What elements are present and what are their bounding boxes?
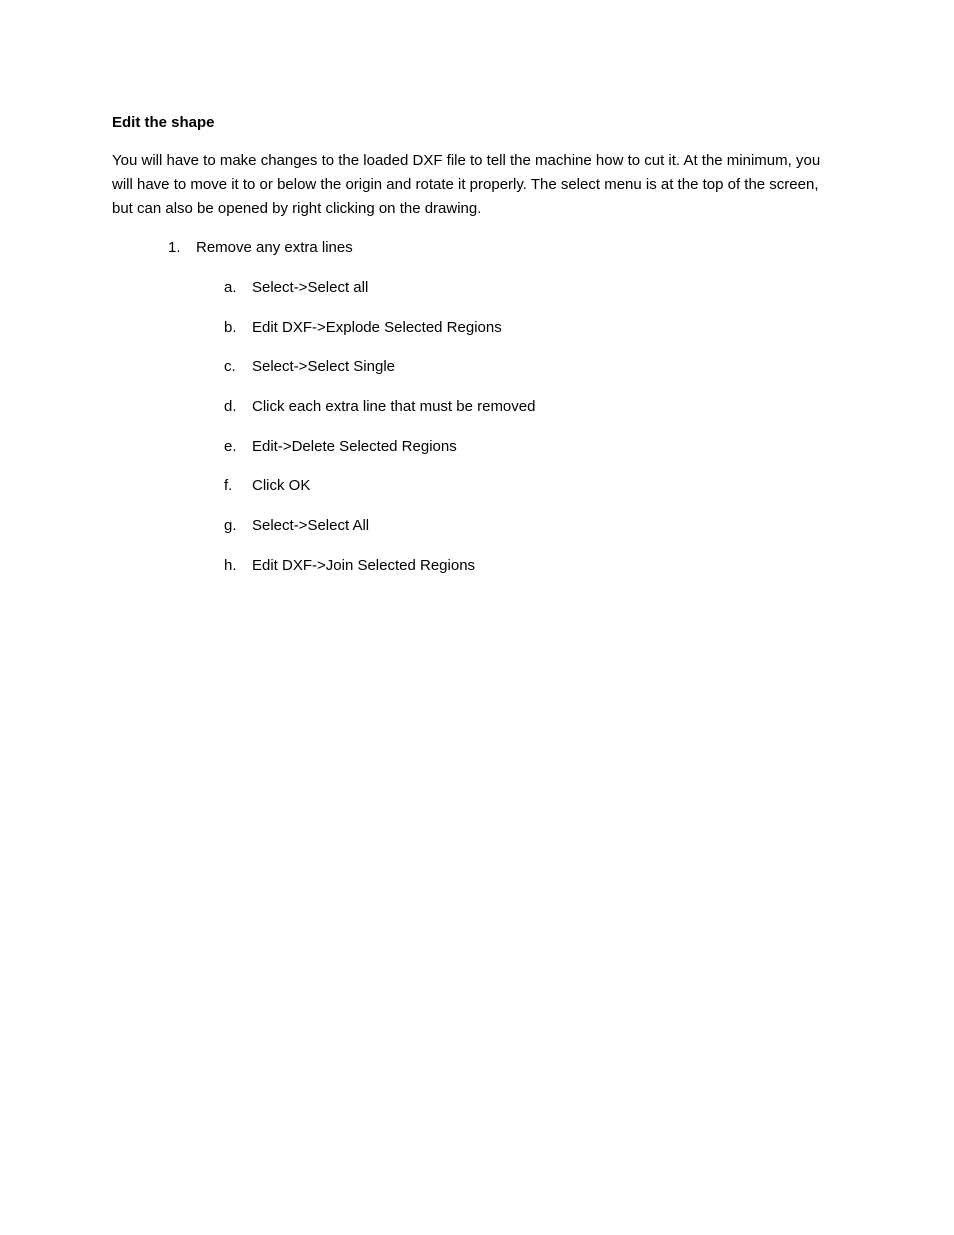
substep-letter: a. [224, 279, 237, 296]
substep-text: Select->Select All [252, 517, 370, 535]
substep-text: Edit DXF->Explode Selected Regions [252, 318, 502, 336]
intro-paragraph: You will have to make changes to the loaded DXF file to tell the machine how to cut it. At the minimum, you will have to move it to or below the origin and rotate it properly. The select menu is at the top of the screen, but can also be opened by right clicking on the drawing. [112, 152, 821, 217]
substep-text: Select->Select Single [252, 358, 395, 376]
substep-text: Click OK [252, 477, 311, 495]
substep-text: Click each extra line that must be removed [252, 398, 536, 416]
section-heading: Edit the shape [112, 114, 215, 131]
substep-letter: g. [224, 517, 237, 535]
substep-text: Select->Select all [252, 279, 369, 296]
substep-item [112, 316, 842, 340]
substep-letter: d. [224, 398, 237, 416]
substep-item [112, 514, 842, 538]
substep-letter: h. [224, 556, 237, 574]
substep-item [112, 395, 842, 419]
step-text: Remove any extra lines [196, 239, 353, 256]
substep-letter: e. [224, 437, 237, 455]
substep-item [112, 355, 842, 379]
substep-item [112, 435, 842, 459]
substep-item [112, 554, 842, 578]
substep-item [112, 276, 842, 300]
substep-list [112, 276, 842, 578]
substep-item [112, 474, 842, 498]
substep-text: Edit DXF->Join Selected Regions [252, 556, 476, 574]
substep-letter: b. [224, 318, 237, 336]
substep-letter: c. [224, 358, 236, 376]
step-item [112, 236, 842, 260]
substep-text: Edit->Delete Selected Regions [252, 437, 457, 455]
document-content [112, 112, 842, 594]
substep-letter: f. [224, 477, 233, 495]
step-number: 1. [168, 239, 181, 256]
